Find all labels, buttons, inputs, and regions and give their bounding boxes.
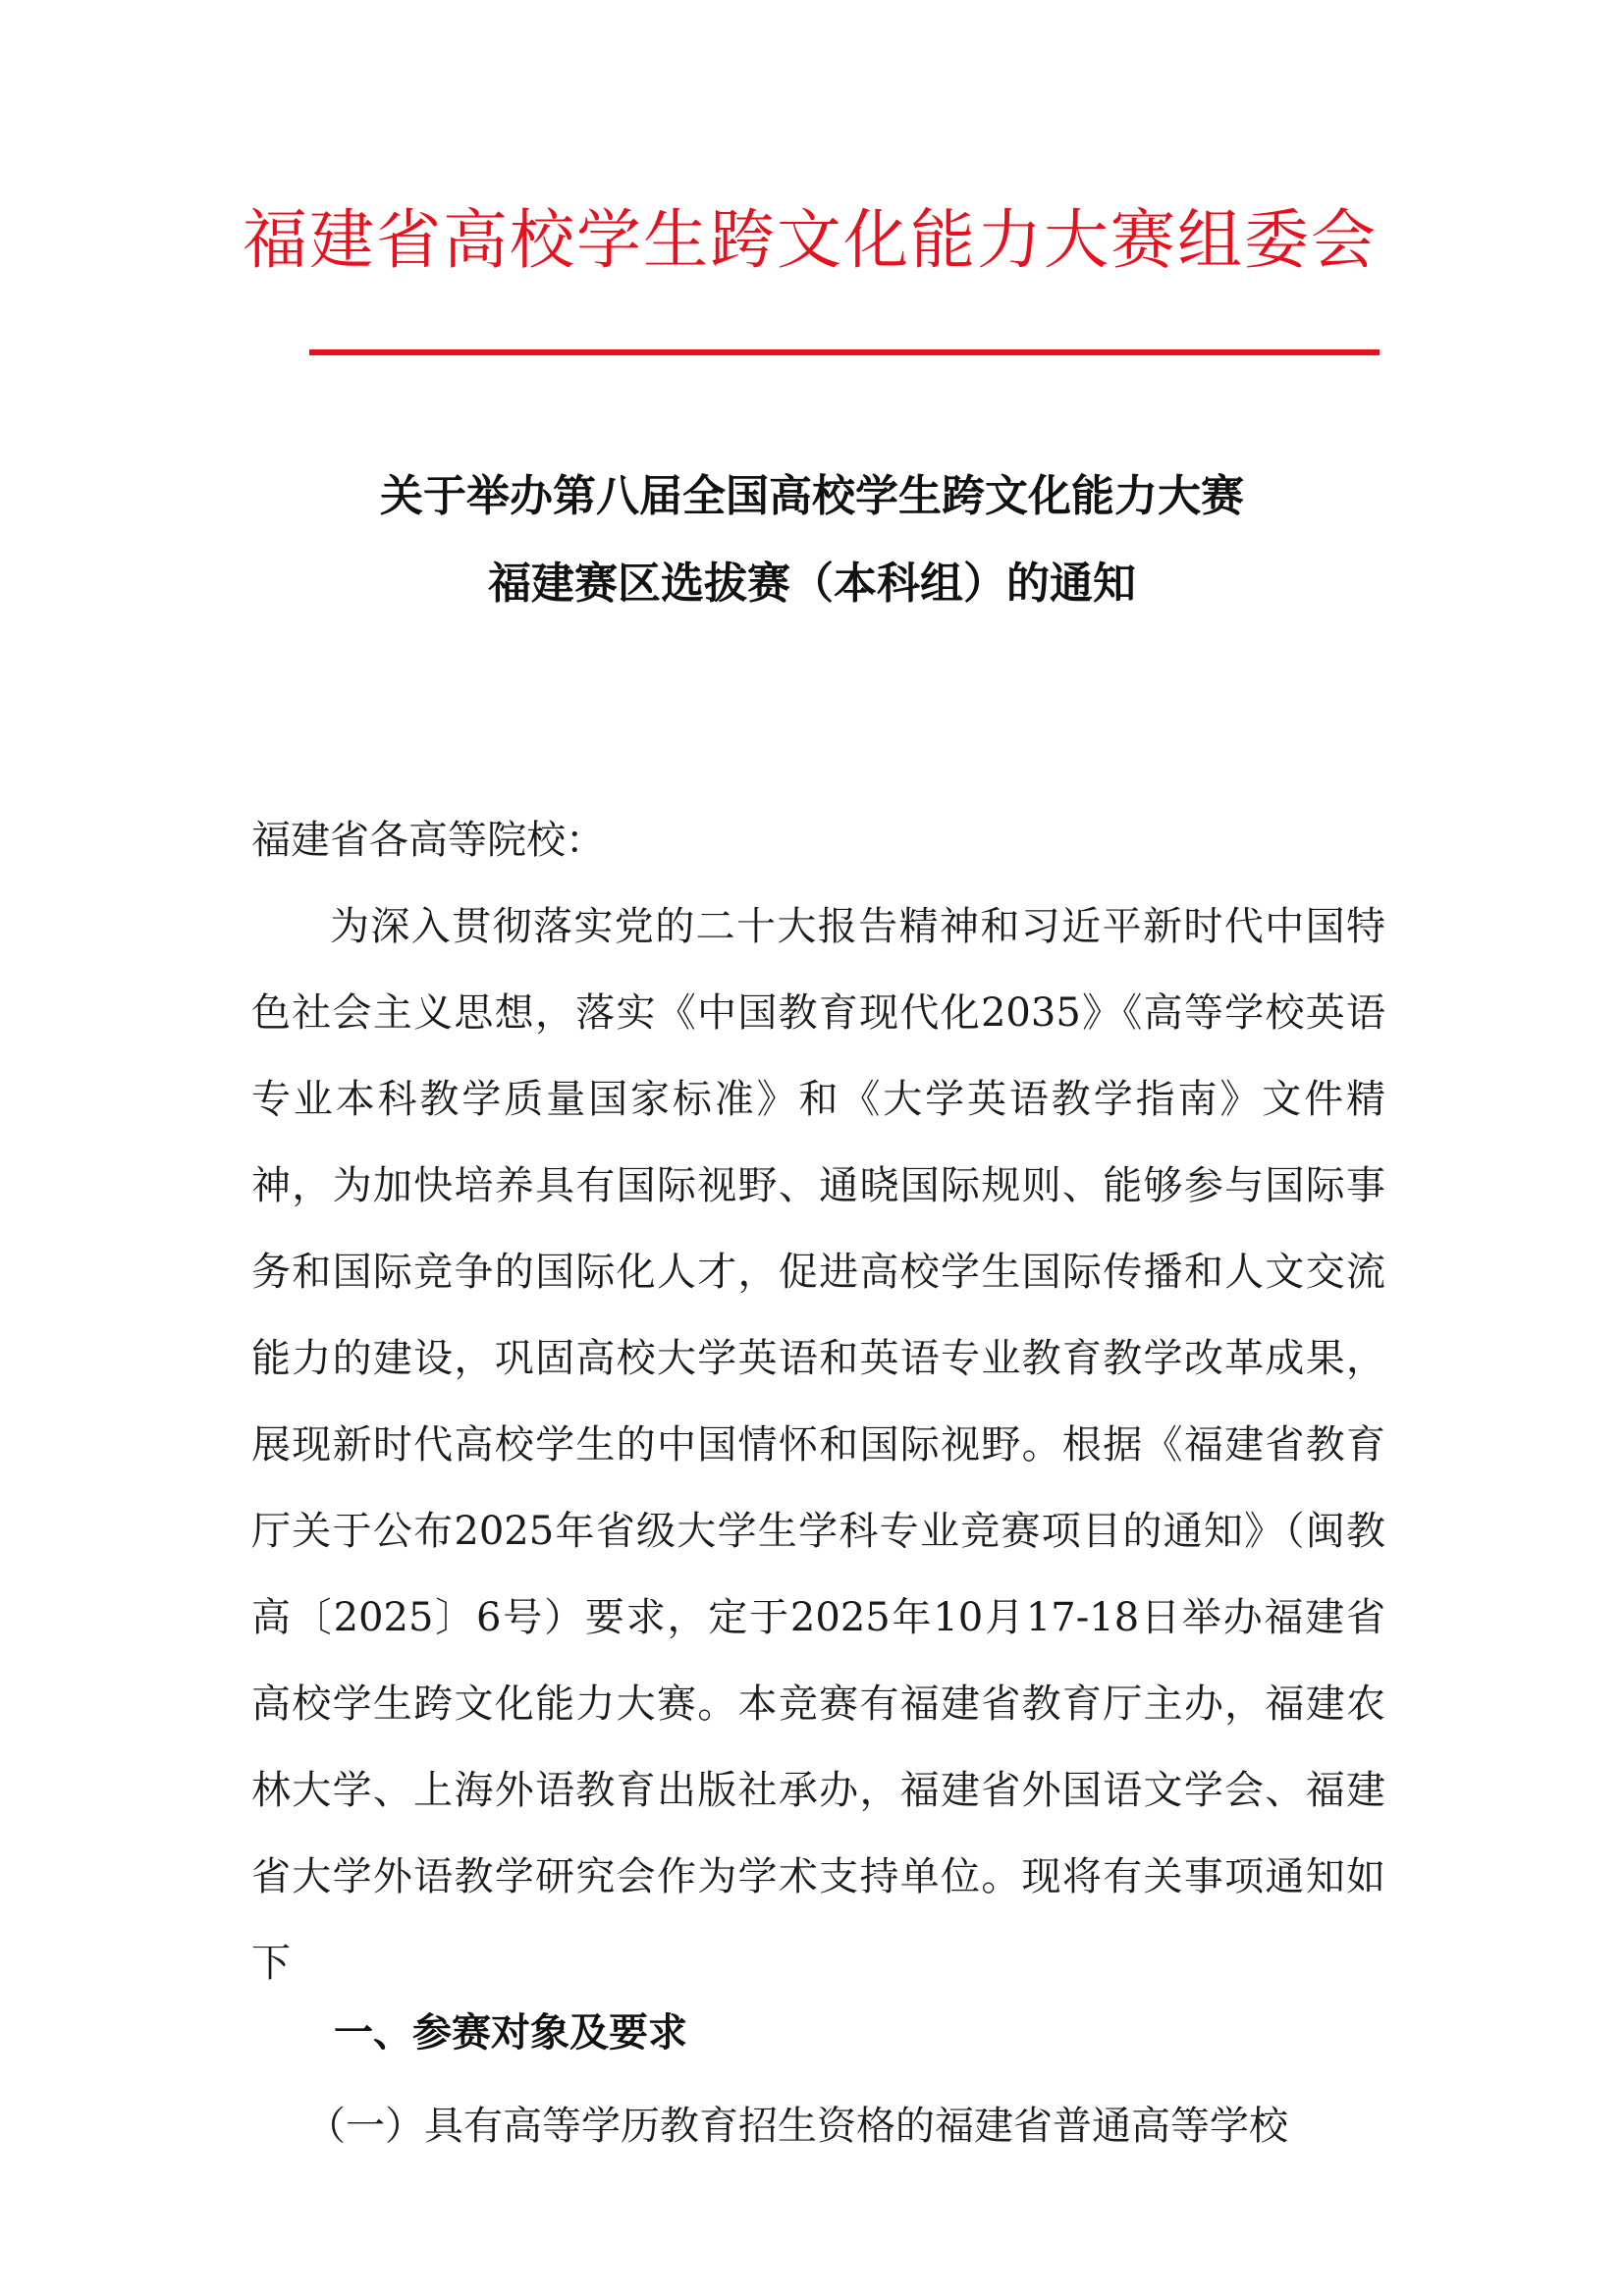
notice-title-line-1: 关于举办第八届全国高校学生跨文化能力大赛 xyxy=(380,471,1244,521)
section-item: （一）具有高等学历教育招生资格的福建省普通高等学校 xyxy=(306,2104,1288,2149)
section-heading: 一、参赛对象及要求 xyxy=(334,2010,687,2056)
organization-title: 福建省高校学生跨文化能力大赛组委会 xyxy=(243,202,1378,278)
notice-title-line-2: 福建赛区选拔赛（本科组）的通知 xyxy=(488,559,1136,609)
red-divider-line xyxy=(309,349,1380,355)
body-paragraph: 为深入贯彻落实党的二十大报告精神和习近平新时代中国特色社会主义思想，落实《中国教育现代化2035》《高等学校英语专业本科教学质量国家标准》和《大学英语教学指南》文件精神，为加快培养具有国际视野、通晓国际规则、能够参与国际事务和国际竞争的国际化人才，促进高校学生国际传播和人文交流能力的建设，巩固高校大学英语和英语专业教育教学改革成果，展现新时代高校学生的中国情怀和国际视野。根据《福建省教育厅关于公布2025年省级大学生学科专业竞赛项目的通知》（闽教高〔2025〕6号）要求，定于2025年10月17-18日举办福建省高校学生跨文化能力大赛。本竞赛有福建省教育厅主办，福建农林大学、上海外语教育出版社承办，福建省外国语文学会、福建省大学外语教学研究会作为学术支持单位。现将有关事项通知如下 xyxy=(251,904,1385,1986)
salutation: 福建省各高等院校： xyxy=(251,818,605,863)
